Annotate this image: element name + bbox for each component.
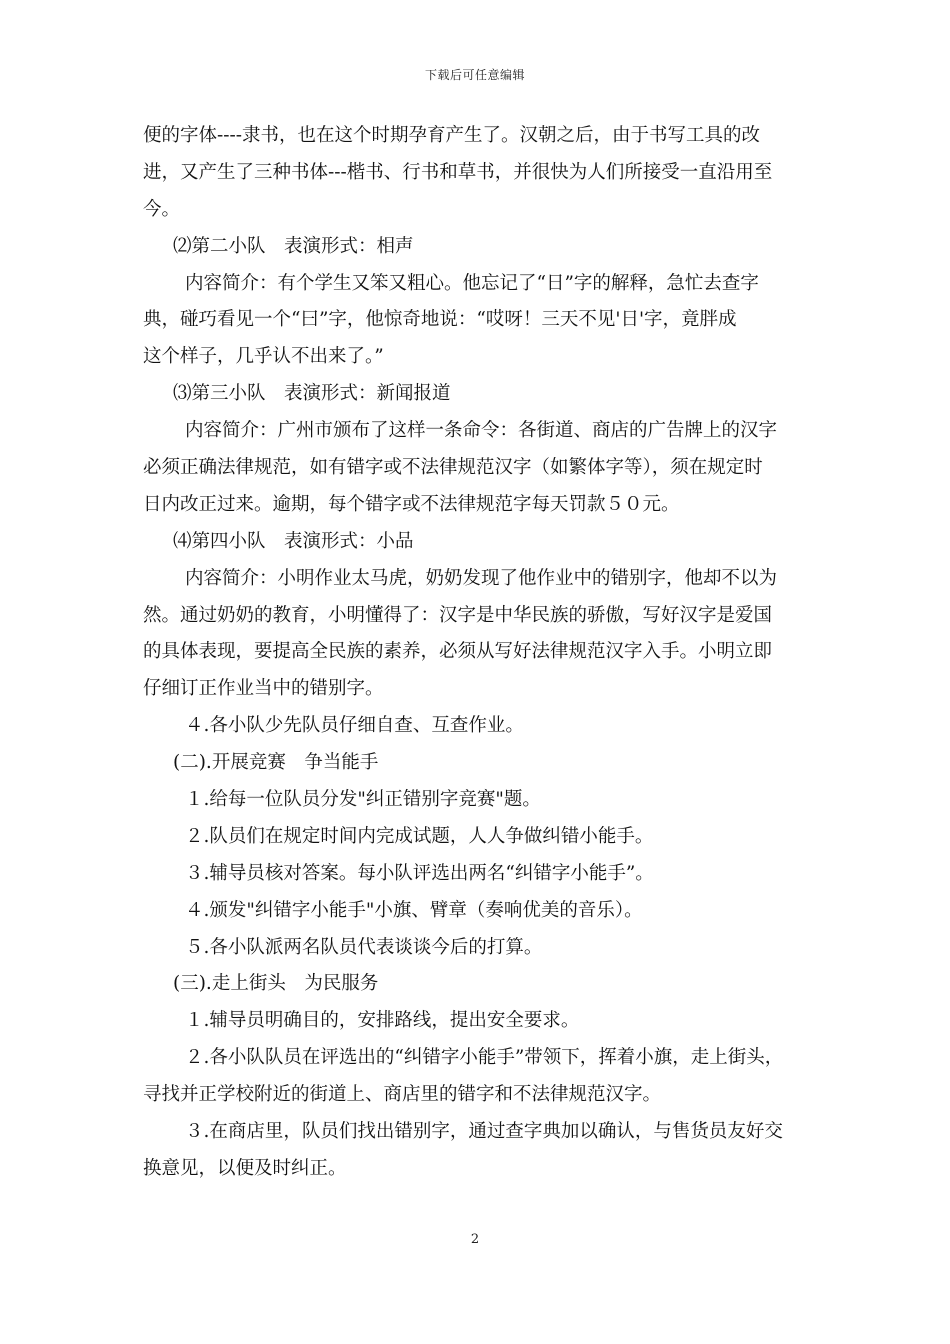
text-line: ４.颁发"纠错字小能手"小旗、臂章（奏响优美的音乐）。 bbox=[185, 899, 643, 921]
text-line: 必须正确法律规范，如有错字或不法律规范汉字（如繁体字等），须在规定时 bbox=[143, 457, 763, 479]
text-line: ３.在商店里，队员们找出错别字，通过查字典加以确认，与售货员友好交 bbox=[185, 1121, 783, 1143]
page-header: 下载后可任意编辑 bbox=[424, 68, 525, 82]
text-line: (三).走上街头 为民服务 bbox=[173, 973, 379, 995]
text-line: ５.各小队派两名队员代表谈谈今后的打算。 bbox=[185, 936, 543, 958]
text-line: 日内改正过来。逾期，每个错字或不法律规范字每天罚款５０元。 bbox=[143, 493, 680, 515]
page-number: 2 bbox=[470, 1232, 480, 1247]
text-line: 这个样子，几乎认不出来了。” bbox=[143, 346, 384, 368]
text-line: ⑵第二小队 表演形式：相声 bbox=[173, 235, 414, 257]
text-line: ２.队员们在规定时间内完成试题，人人争做纠错小能手。 bbox=[185, 825, 654, 847]
text-line: 然。通过奶奶的教育，小明懂得了：汉字是中华民族的骄傲，写好汉字是爱国 bbox=[143, 604, 773, 626]
text-line: ３.辅导员核对答案。每小队评选出两名“纠错字小能手”。 bbox=[185, 862, 654, 884]
text-line: 仔细订正作业当中的错别字。 bbox=[143, 678, 384, 700]
text-line: １.辅导员明确目的，安排路线，提出安全要求。 bbox=[185, 1010, 580, 1032]
text-line: 内容简介：有个学生又笨又粗心。他忘记了“日”字的解释，急忙去查字 bbox=[185, 272, 759, 294]
text-line: 便的字体----隶书，也在这个时期孕育产生了。汉朝之后，由于书写工具的改 bbox=[143, 125, 761, 146]
text-line: ２.各小队队员在评选出的“纠错字小能手”带领下，挥着小旗，走上街头， bbox=[185, 1047, 784, 1069]
text-line: ⑶第三小队 表演形式：新闻报道 bbox=[173, 383, 451, 405]
text-line: 内容简介：广州市颁布了这样一条命令：各街道、商店的广告牌上的汉字 bbox=[185, 420, 778, 442]
text-line: １.给每一位队员分发"纠正错别字竞赛"题。 bbox=[185, 789, 541, 811]
text-line: ４.各小队少先队员仔细自查、互查作业。 bbox=[185, 715, 524, 737]
text-line: 典，碰巧看见一个“曰”字，他惊奇地说：“哎呀！三天不见'日'字，竟胖成 bbox=[143, 309, 737, 331]
text-line: 的具体表现，要提高全民族的素养，必须从写好法律规范汉字入手。小明立即 bbox=[143, 641, 773, 663]
text-line: 进，又产生了三种书体---楷书、行书和草书，并很快为人们所接受一直沿用至 bbox=[143, 161, 773, 183]
text-line: 换意见，以便及时纠正。 bbox=[143, 1157, 347, 1179]
text-line: 寻找并正学校附近的街道上、商店里的错字和不法律规范汉字。 bbox=[143, 1084, 662, 1106]
text-line: (二).开展竞赛 争当能手 bbox=[173, 752, 379, 774]
text-line: 今。 bbox=[143, 198, 181, 220]
text-line: 内容简介：小明作业太马虎，奶奶发现了他作业中的错别字，他却不以为 bbox=[185, 567, 778, 589]
text-line: ⑷第四小队 表演形式：小品 bbox=[173, 530, 414, 552]
document-body bbox=[143, 118, 810, 1188]
